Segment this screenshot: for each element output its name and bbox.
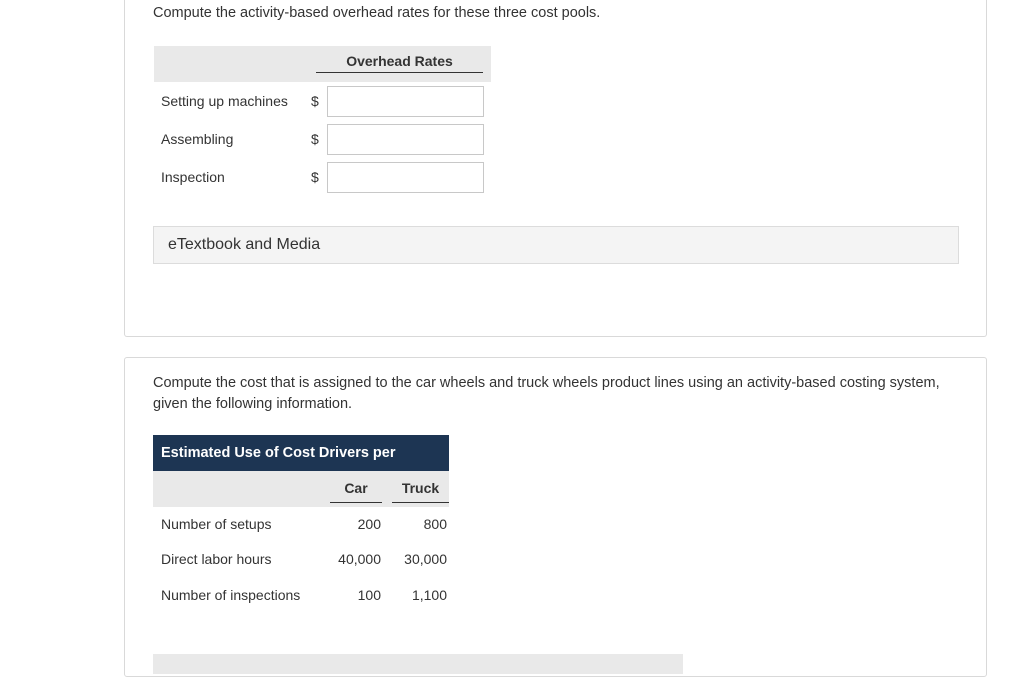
truck-value: 1,100 [411,587,447,603]
truck-value: 800 [423,516,447,532]
etextbook-and-media-button[interactable]: eTextbook and Media [153,226,959,264]
rate-label: Setting up machines [161,93,288,109]
rate-label: Assembling [161,131,234,147]
row-label: Number of setups [161,516,272,532]
table-row [153,545,449,575]
inspection-rate-input[interactable] [327,162,484,193]
cost-drivers-card [124,357,987,677]
overhead-rates-card [124,0,987,337]
row-label: Number of inspections [161,587,301,603]
column-header-car: Car [330,480,382,503]
next-table-header [153,654,683,674]
car-value: 200 [357,516,381,532]
currency-symbol: $ [311,131,319,147]
rate-row-setting-up-machines [154,86,494,117]
table-row [153,510,449,540]
car-value: 100 [357,587,381,603]
table-row [153,581,449,611]
rate-row-assembling [154,124,494,155]
rate-row-inspection [154,162,494,193]
currency-symbol: $ [311,169,319,185]
question-prompt: Compute the activity-based overhead rates for these three cost pools. [153,5,601,21]
row-label: Direct labor hours [161,551,272,567]
currency-symbol: $ [311,93,319,109]
cost-drivers-table-header [153,471,449,507]
rates-table-header [154,46,491,82]
overhead-rates-column-title: Overhead Rates [316,53,483,73]
column-header-truck: Truck [392,480,449,503]
setting-up-machines-rate-input[interactable] [327,86,484,117]
assembling-rate-input[interactable] [327,124,484,155]
question-prompt: Compute the cost that is assigned to the car wheels and truck wheels product lines using an activity-based costing system, given the following information. [153,375,940,412]
truck-value: 30,000 [404,551,447,567]
car-value: 40,000 [338,551,381,567]
rate-label: Inspection [161,169,225,185]
cost-drivers-table-title: Estimated Use of Cost Drivers per [153,435,449,471]
